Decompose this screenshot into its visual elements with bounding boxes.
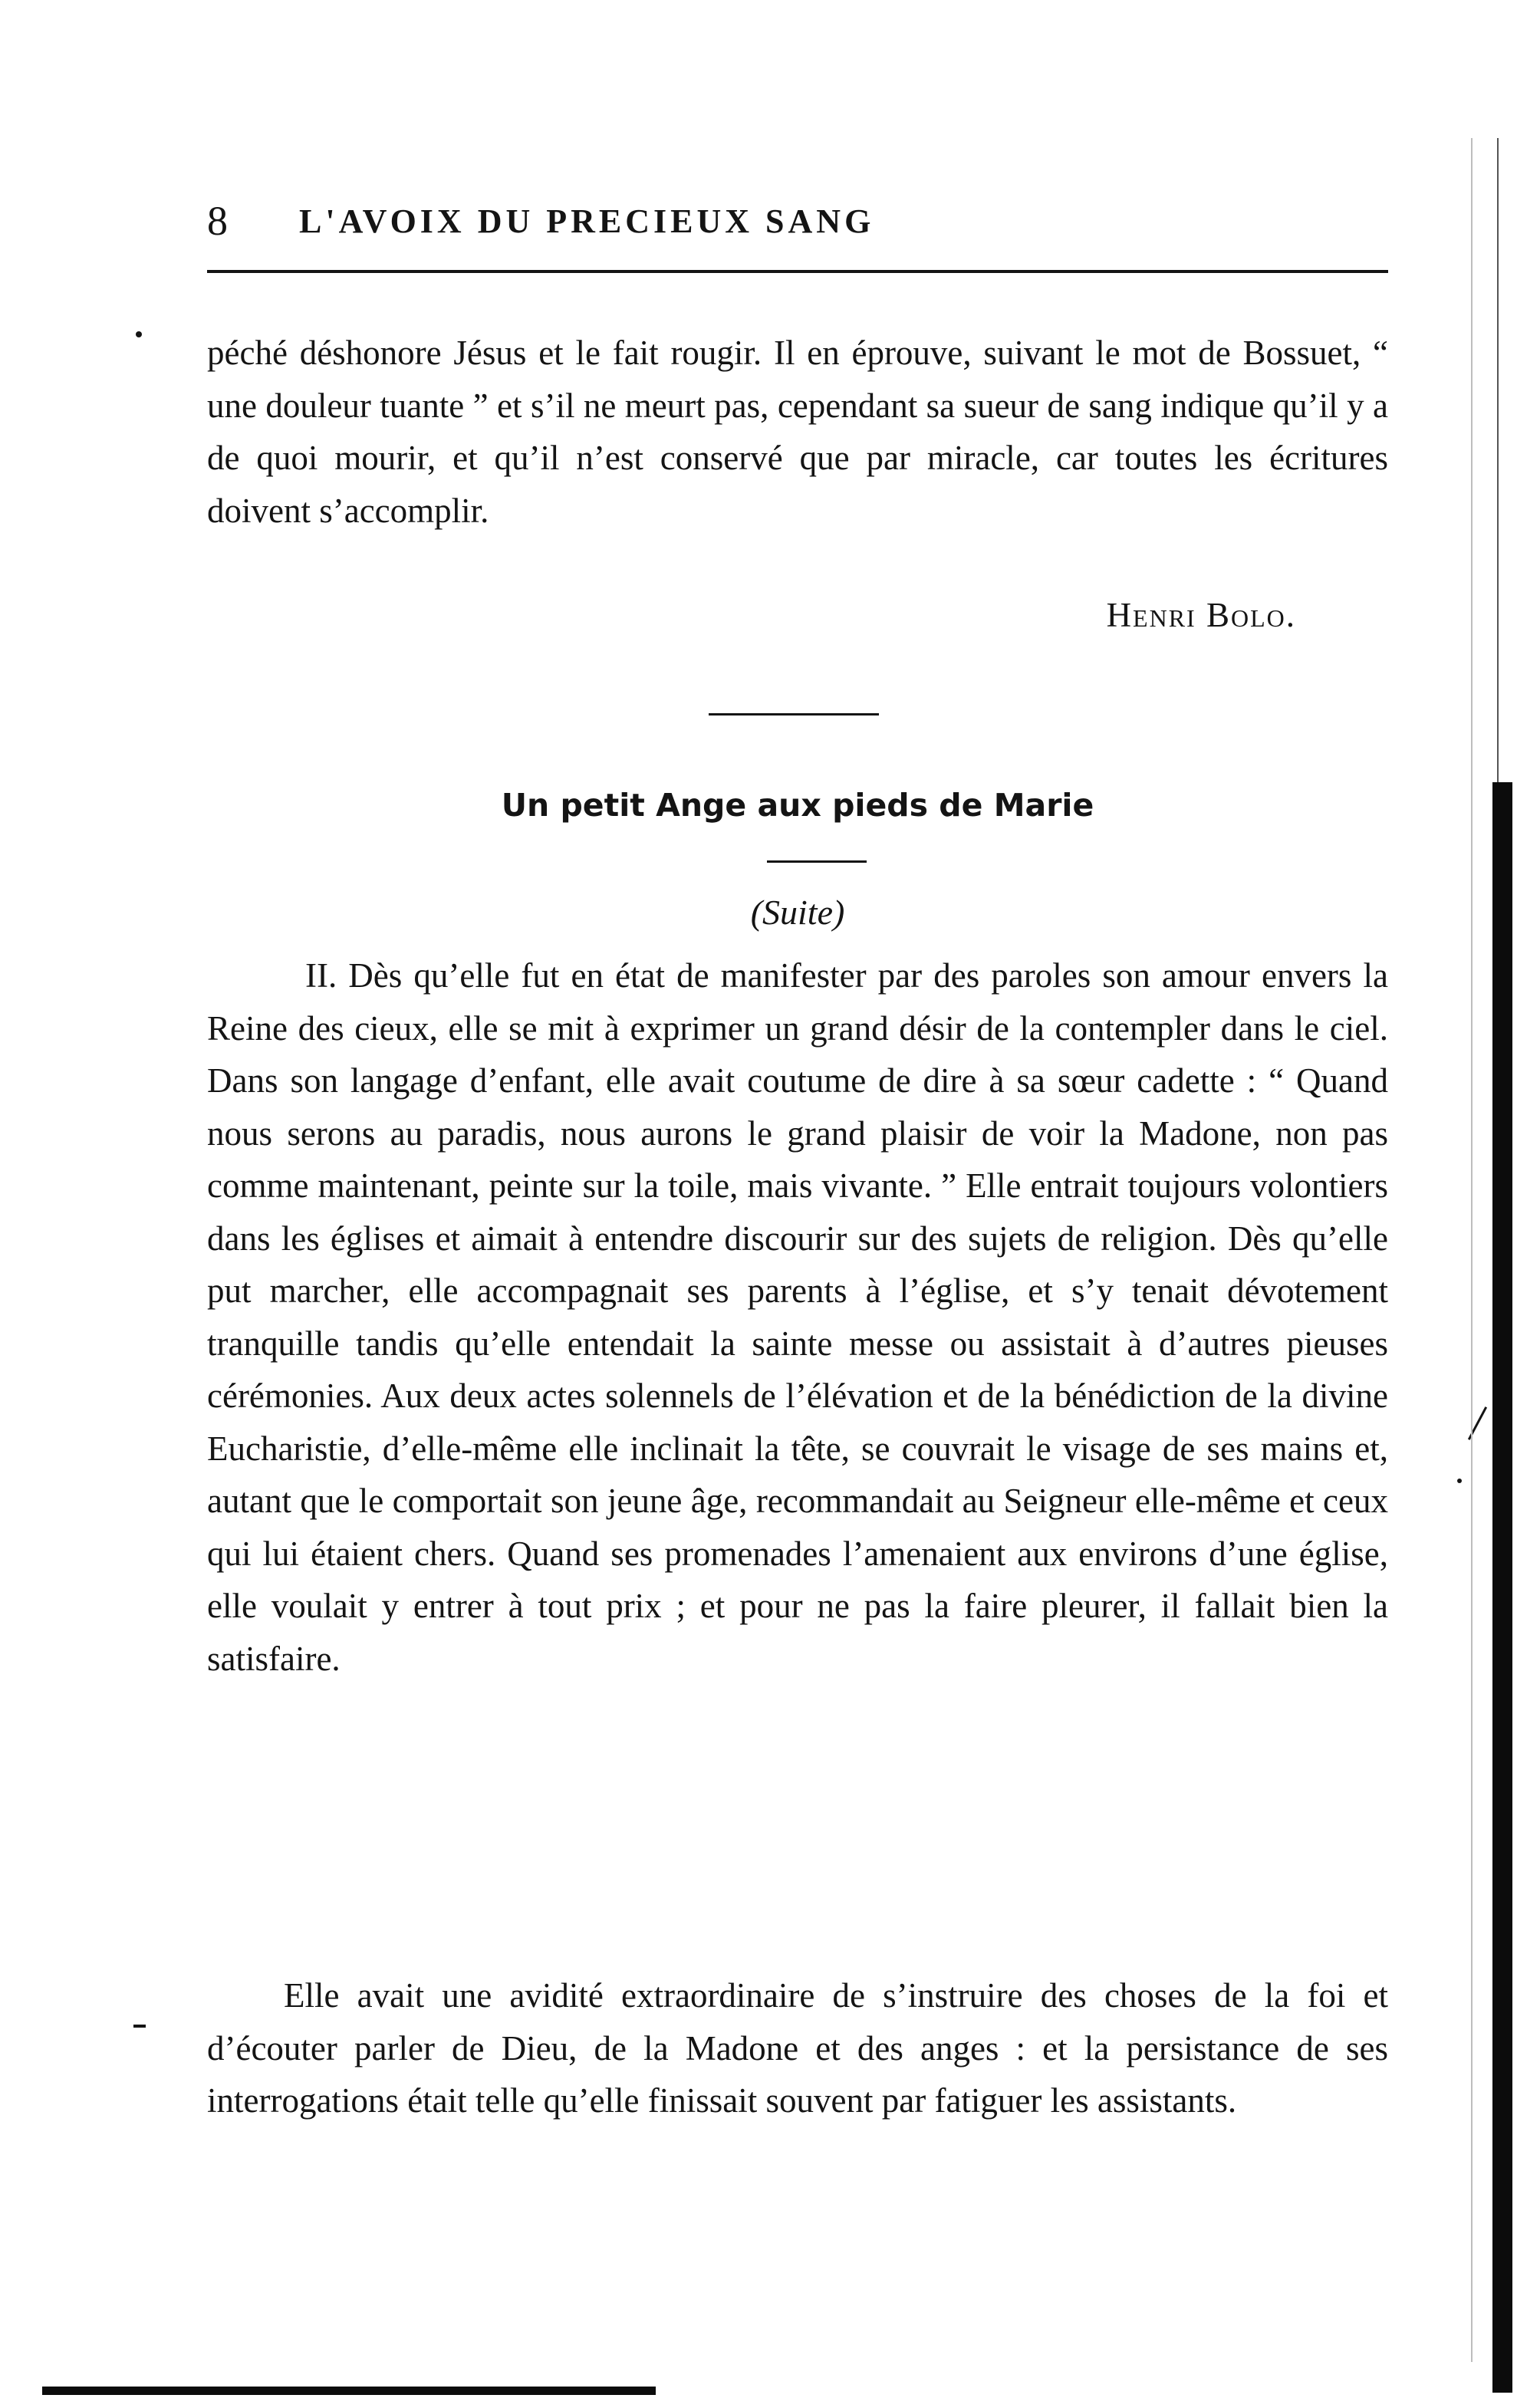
author-signature: Henri Bolo. (1106, 596, 1296, 634)
closing-paragraph: péché déshonore Jésus et le fait rougir. Il en éprouve, suivant le mot de Bossuet, “ une douleur tuante ” et s’il ne meurt pas, cependant sa sueur de sang indique qu’il y a de quoi mourir, et qu’il n’est conservé que par miracle, car toutes les écritures doivent s’accomplir. (207, 334, 1388, 530)
scan-speck (136, 331, 142, 337)
title-divider (767, 860, 867, 863)
scan-edge-line (1497, 138, 1499, 782)
article-paragraph-1: II. Dès qu’elle fut en état de manifester par des paroles son amour envers la Reine des cieux, elle se mit à exprimer un grand désir de la contempler dans le ciel. Dans son langage d’enfant, elle avait coutume de dire à sa sœur cadette : “ Quand nous serons au paradis, nous aurons le grand plaisir de voir la Madone, non pas comme maintenant, peinte sur la toile, mais vivante. ” Elle entrait toujours volontiers dans les églises et aimait à entendre discourir sur des sujets de religion. Dès qu’elle put marcher, elle accompagnait ses parents à l’église, et s’y tenait dévotement tranquille tandis qu’elle entendait la sainte messe ou assistait à d’autres pieuses cérémonies. Aux deux actes solennels de l’élévation et de la bénédiction de la divine Eucharistie, d’elle-même elle inclinait la tête, se couvrait le visage de ses mains et, autant que le comportait son jeune âge, recommandait au Seigneur elle-même et ceux qui lui étaient chers. Quand ses promenades l’amenaient aux environs d’une église, elle voulait y entrer à tout prix ; et pour ne pas la faire pleurer, il fallait bien la satisfaire. (207, 956, 1388, 1678)
running-head (207, 192, 1388, 253)
article-title: Un petit Ange aux pieds de Marie (501, 787, 1094, 824)
scan-bottom-bar (42, 2387, 656, 2395)
running-title: L'AVOIX DU PRECIEUX SANG (299, 202, 875, 240)
article-paragraph-2: Elle avait une avidité extraordinaire de s’instruire des choses de la foi et d’écouter parler de Dieu, de la Madone et des anges : et la persistance de ses interrogations était telle qu’elle finissait souvent par fatiguer les assistants. (207, 1976, 1388, 2120)
header-rule (207, 270, 1388, 273)
scan-edge-line (1471, 138, 1473, 2362)
scan-speck (1457, 1479, 1462, 1483)
page-number: 8 (207, 198, 228, 244)
section-divider (709, 713, 879, 715)
continued-label: (Suite) (750, 893, 845, 932)
scan-edge-bar (1492, 782, 1512, 2393)
scan-mark (133, 2025, 146, 2028)
